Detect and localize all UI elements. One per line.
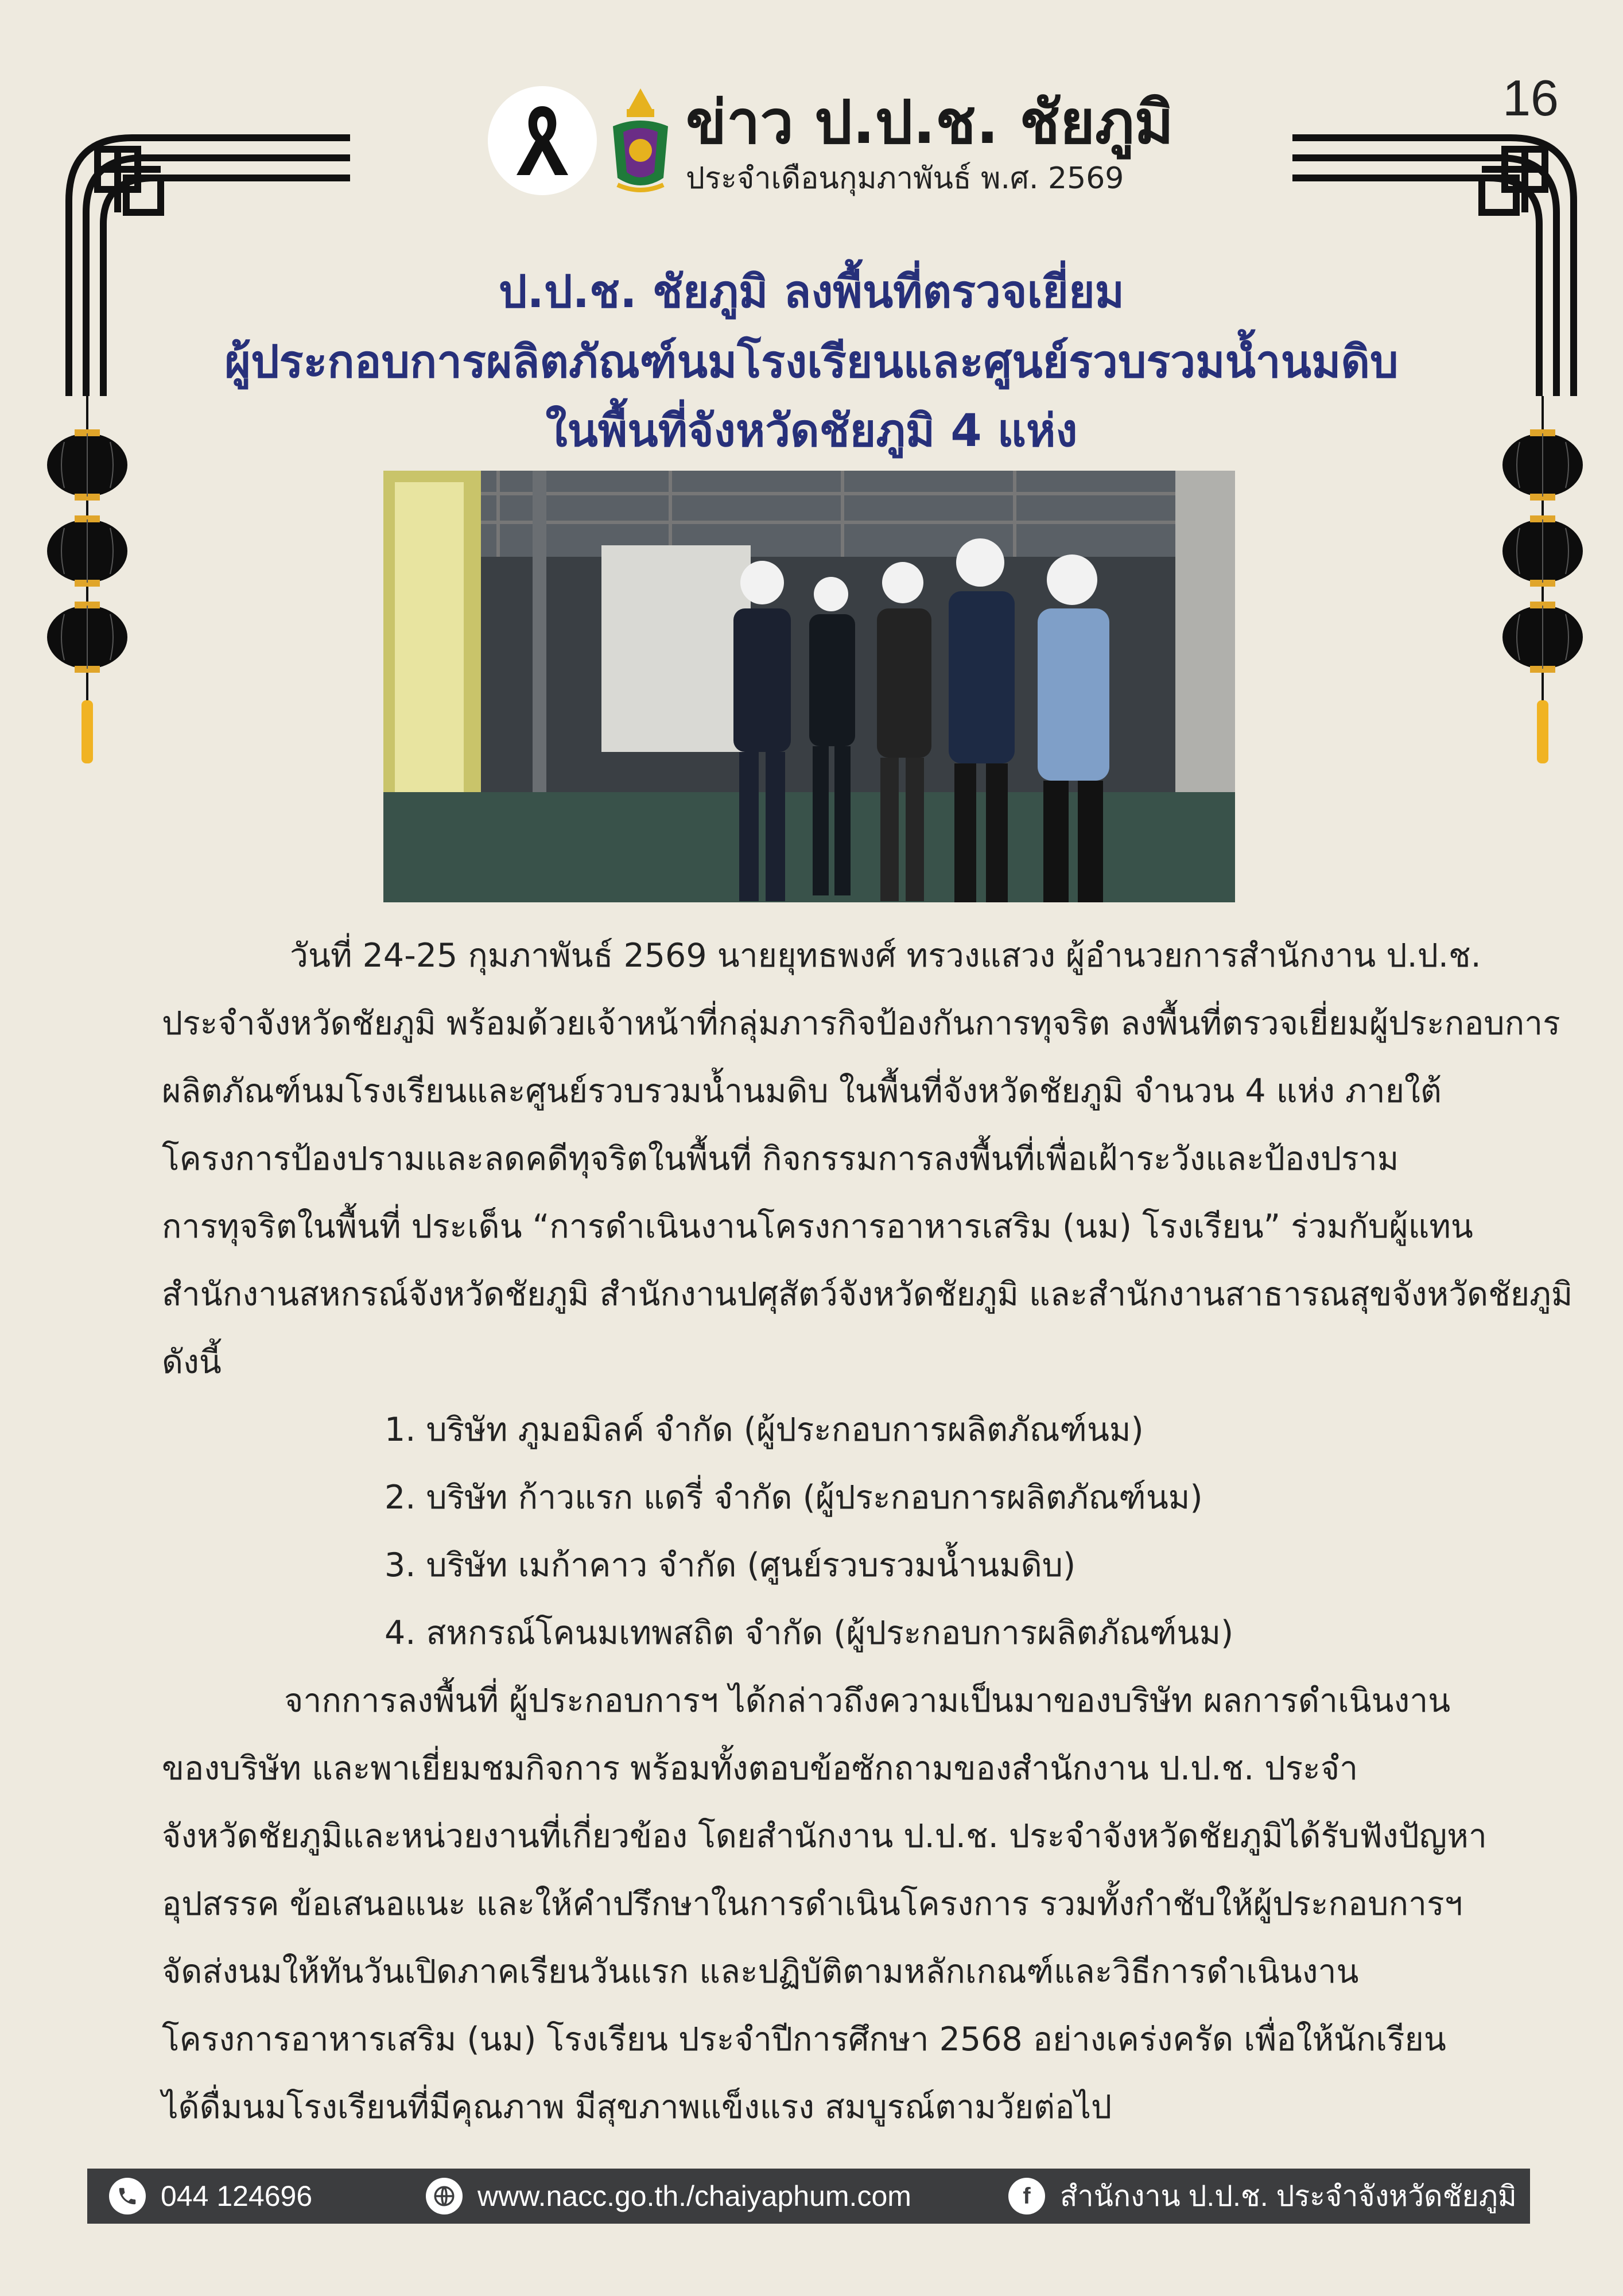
factory-visit-illustration bbox=[383, 471, 1235, 902]
paragraph-1-line-3: ผลิตภัณฑ์นมโรงเรียนและศูนย์รวบรวมน้ำนมดิบ ในพื้นที่จังหวัดชัยภูมิ จำนวน 4 แห่ง ภายใต้ bbox=[162, 1072, 1442, 1110]
paragraph-2-line-3: จังหวัดชัยภูมิและหน่วยงานที่เกี่ยวข้อง โดยสำนักงาน ป.ป.ช. ประจำจังหวัดชัยภูมิได้รับฟังปัญหา bbox=[162, 1817, 1487, 1855]
paragraph-1-line-6: สำนักงานสหกรณ์จังหวัดชัยภูมิ สำนักงานปศุสัตว์จังหวัดชัยภูมิ และสำนักงานสาธารณสุขจังหวัดชัยภูมิ bbox=[162, 1275, 1573, 1313]
inspection-photo bbox=[383, 471, 1235, 902]
nacc-emblem-icon bbox=[604, 86, 677, 195]
paragraph-1-line-4: โครงการป้องปรามและลดคดีทุจริตในพื้นที่ กิจกรรมการลงพื้นที่เพื่อเฝ้าระวังและป้องปราม bbox=[162, 1140, 1399, 1178]
footer-website-text: www.nacc.go.th./chaiyaphum.com bbox=[477, 2180, 911, 2212]
list-item-3: 3. บริษัท เมก้าคาว จำกัด (ศูนย์รวบรวมน้ำนมดิบ) bbox=[385, 1546, 1076, 1584]
phone-icon bbox=[109, 2178, 146, 2214]
mourning-ribbon-icon bbox=[508, 100, 577, 181]
footer-phone-text: 044 124696 bbox=[161, 2180, 313, 2212]
masthead-subtitle: ประจำเดือนกุมภาพันธ์ พ.ศ. 2569 bbox=[686, 161, 1124, 196]
mourning-ribbon-badge bbox=[488, 86, 597, 195]
paragraph-2-line-6: โครงการอาหารเสริม (นม) โรงเรียน ประจำปีการศึกษา 2568 อย่างเคร่งครัด เพื่อให้นักเรียน bbox=[162, 2020, 1446, 2058]
paragraph-2-line-1: จากการลงพื้นที่ ผู้ประกอบการฯ ได้กล่าวถึงความเป็นมาของบริษัท ผลการดำเนินงาน bbox=[284, 1682, 1451, 1720]
footer-website[interactable] bbox=[426, 2169, 911, 2224]
paragraph-1-line-1 bbox=[290, 930, 1481, 982]
paragraph-1-line-7: ดังนี้ bbox=[162, 1343, 222, 1381]
footer-phone[interactable] bbox=[109, 2169, 312, 2224]
paragraph-1-text-1: วันที่ 24-25 กุมภาพันธ์ 2569 นายยุทธพงศ์ ทรวงแสวง ผู้อำนวยการสำนักงาน ป.ป.ช. bbox=[290, 937, 1481, 975]
list-item-2: 2. บริษัท ก้าวแรก แดรี่ จำกัด (ผู้ประกอบการผลิตภัณฑ์นม) bbox=[385, 1479, 1203, 1517]
masthead-title: ข่าว ป.ป.ช. ชัยภูมิ bbox=[686, 87, 1174, 157]
headline-line-2: ผู้ประกอบการผลิตภัณฑ์นมโรงเรียนและศูนย์รวบรวมน้ำนมดิบ bbox=[224, 336, 1399, 388]
footer-facebook[interactable] bbox=[1008, 2169, 1517, 2224]
headline-line-3: ในพื้นที่จังหวัดชัยภูมิ 4 แห่ง bbox=[545, 405, 1078, 457]
paragraph-1-line-5: การทุจริตในพื้นที่ ประเด็น “การดำเนินงานโครงการอาหารเสริม (นม) โรงเรียน” ร่วมกับผู้แทน bbox=[162, 1208, 1473, 1246]
headline-line-1: ป.ป.ช. ชัยภูมิ ลงพื้นที่ตรวจเยี่ยม bbox=[498, 266, 1125, 318]
footer-facebook-text: สำนักงาน ป.ป.ช. ประจำจังหวัดชัยภูมิ bbox=[1060, 2179, 1517, 2212]
page-number: 16 bbox=[1502, 69, 1559, 126]
globe-icon bbox=[426, 2178, 463, 2214]
list-item-1: 1. บริษัท ภูมอมิลค์ จำกัด (ผู้ประกอบการผลิตภัณฑ์นม) bbox=[385, 1411, 1144, 1449]
paragraph-1-line-2: ประจำจังหวัดชัยภูมิ พร้อมด้วยเจ้าหน้าที่กลุ่มภารกิจป้องกันการทุจริต ลงพื้นที่ตรวจเยี่ยมผู้ประกอบการ bbox=[162, 1004, 1560, 1042]
list-item-4: 4. สหกรณ์โคนมเทพสถิต จำกัด (ผู้ประกอบการผลิตภัณฑ์นม) bbox=[385, 1614, 1234, 1652]
paragraph-2-line-7: ได้ดื่มนมโรงเรียนที่มีคุณภาพ มีสุขภาพแข็งแรง สมบูรณ์ตามวัยต่อไป bbox=[162, 2088, 1112, 2126]
paragraph-2-line-4: อุปสรรค ข้อเสนอแนะ และให้คำปรึกษาในการดำเนินโครงการ รวมทั้งกำชับให้ผู้ประกอบการฯ bbox=[162, 1885, 1463, 1923]
facebook-icon: f bbox=[1008, 2178, 1045, 2214]
paragraph-2-line-2: ของบริษัท และพาเยี่ยมชมกิจการ พร้อมทั้งตอบข้อซักถามของสำนักงาน ป.ป.ช. ประจำ bbox=[162, 1750, 1358, 1787]
paragraph-2-line-5: จัดส่งนมให้ทันวันเปิดภาคเรียนวันแรก และปฏิบัติตามหลักเกณฑ์และวิธีการดำเนินงาน bbox=[162, 1953, 1359, 1991]
footer-contact-bar bbox=[87, 2169, 1530, 2224]
